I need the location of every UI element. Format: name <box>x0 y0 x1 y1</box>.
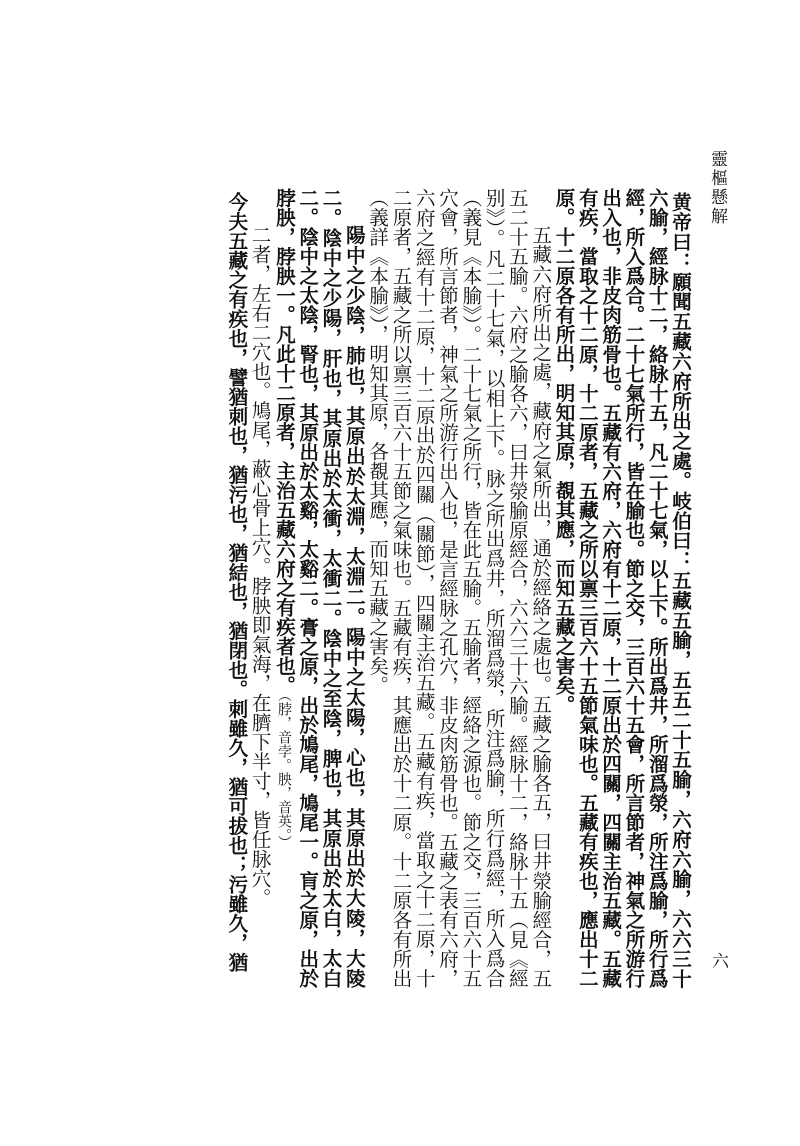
pronunciation-note: （脖，音孛。胦，音英。） <box>275 695 292 849</box>
paragraph-commentary: 五藏六府所出之處，藏府之氣所出，通於經絡之處也。五藏之腧各五，曰井滎腧經合，五五二十五腧。六府之腧各六，曰井滎腧原經合，六六三十六腧。經脉十二，絡脉十五（見《經别》）。凡二十七氣，以相上下。脉之所出爲井，所溜爲滎，所注爲腧，所行爲經，所入爲合（義見《本腧》）。二十七氣之所行，皆在此五腧。五腧者，經絡之源也。節之交，三百六十五穴會，所言節者，神氣之所游行出入也，是言經脉之孔穴，非皮肉筋骨也。五藏之表有六府，六府之經有十二原，十二原出於四關（關節），四關主治五藏。五藏有疾，當取之十二原，十二原者，五藏之所以禀三百六十五節之氣味也。五藏有疾，其應出於十二原。十二原各有所出（義詳《本腧》），明知其原，各覩其應，而知五藏之害矣。 <box>366 188 553 988</box>
paragraph-classic-text: 黄帝曰：願聞五藏六府所出之處。岐伯曰：五藏五腧，五五二十五腧，六府六腧，六六三十六腧，經脉十二，絡脉十五，凡二十七氣，以上下。所出爲井，所溜爲滎，所注爲腧，所行爲經，所入爲合。二十七氣所行，皆在腧也。節之交，三百六十五會，所言節者，神氣之所游行出入也，非皮肉筋骨也。五藏有六府，六府有十二原，十二原出於四關，四關主治五藏。五藏有疾，當取之十二原，十二原者，五藏之所以禀三百六十五節氣味也。五藏有疾也，應出十二原。十二原各有所出，明知其原，覩其應，而知五藏之害矣。 <box>552 188 692 988</box>
main-text <box>108 188 692 988</box>
running-title: 靈樞懸解 <box>707 150 727 226</box>
paragraph-classic-text: 陽中之少陰，肺也，其原出於太淵，太淵二。陽中之太陽，心也，其原出於大陵，大陵二。陰中之少陽，肝也，其原出於太衝，太衝二。陰中之至陰，脾也，其原出於太白，太白二。陰中之太陰，腎也，其原出於太谿，太谿二。膏之原，出於鳩尾，鳩尾一。肓之原，出於脖胦，脖胦一。凡此十二原者，主治五藏六府之有疾者也。（脖，音孛。胦，音英。） <box>272 188 366 988</box>
paragraph-commentary: 二者，左右二穴也。鳩尾，蔽心骨上穴。脖胦即氣海，在臍下半寸，皆任脉穴。 <box>248 225 272 908</box>
page-number: 六 <box>708 952 728 969</box>
paragraph-classic-text: 今夫五藏之有疾也，譬猶刺也，猶污也，猶結也，猶閉也。刺雖久，猶可拔也；污雖久，猶 <box>225 191 249 972</box>
